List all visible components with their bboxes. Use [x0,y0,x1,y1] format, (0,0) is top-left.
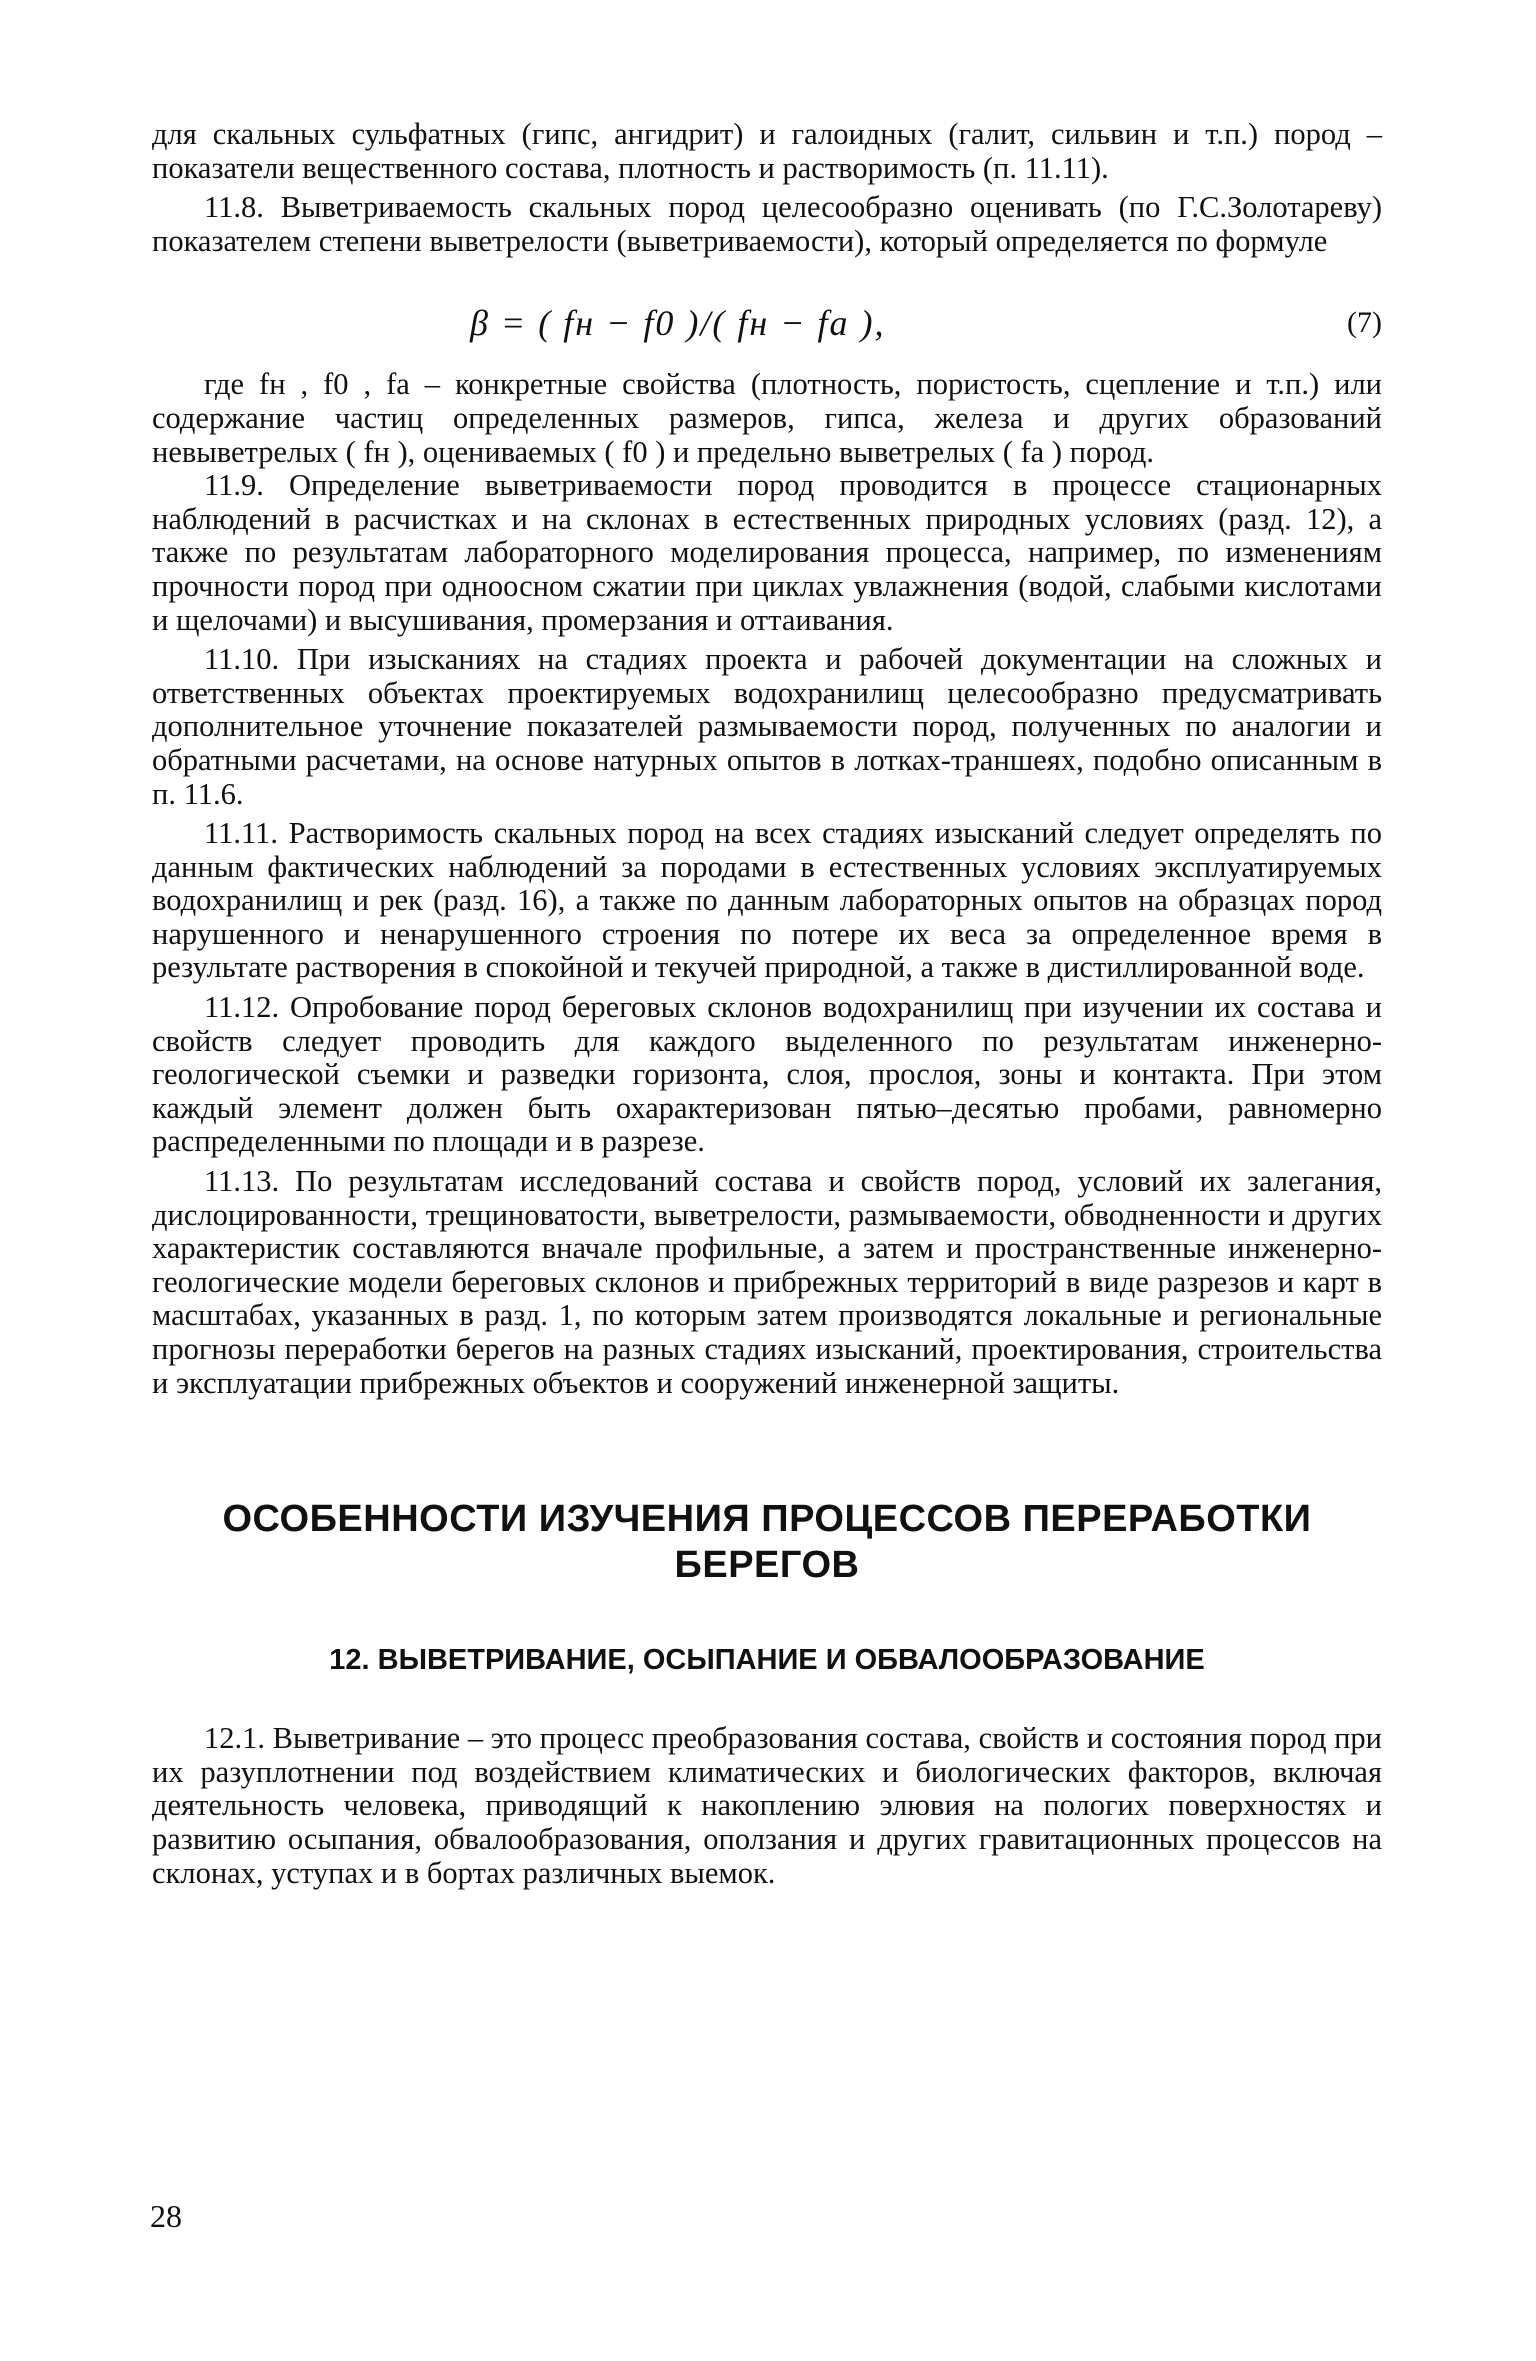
formula-explanation: где fн , f0 , fa – конкретные свойства (плотность, пористость, сцепление и т.п.) или содержание частиц определенных размеров, гипса, железа и других образований невыветрелых ( fн ), оцениваемых ( f0 ) и предельно выветрелых ( fa ) пород. [152,367,1382,469]
formula-expression: β = ( fн − f0 )/( fн − fa ), [470,303,886,344]
section-title: ОСОБЕННОСТИ ИЗУЧЕНИЯ ПРОЦЕССОВ ПЕРЕРАБОТКИ БЕРЕГОВ [222,1498,1312,1587]
page-content [152,118,1382,1890]
paragraph-11-11: 11.11. Растворимость скальных пород на всех стадиях изысканий следует определять по данным фактических наблюдений за породами в естественных условиях эксплуатируемых водохранилищ и рек (разд. 16), а также по данным лабораторных опытов на образцах пород нарушенного и ненарушенного строения по потере их веса за определенное время в результате растворения в спокойной и текучей природной, а также в дистиллированной воде. [152,816,1382,985]
paragraph-continuation: для скальных сульфатных (гипс, ангидрит) и галоидных (галит, сильвин и т.п.) пород – показатели вещественного состава, плотность и растворимость (п. 11.11). [152,117,1382,185]
paragraph-11-8: 11.8. Выветриваемость скальных пород целесообразно оценивать (по Г.С.Золотареву) показателем степени выветрелости (выветриваемости), который определяется по формуле [152,190,1382,258]
paragraph-11-9: 11.9. Определение выветриваемости пород проводится в процессе стационарных наблюдений в расчистках и на склонах в естественных природных условиях (разд. 12), а также по результатам лабораторного моделирования процесса, например, по изменениям прочности пород при одноосном сжатии при циклах увлажнения (водой, слабыми кислотами и щелочами) и высушивания, промерзания и оттаивания. [152,468,1382,637]
paragraph-11-10: 11.10. При изысканиях на стадиях проекта и рабочей документации на сложных и ответственных объектах проектируемых водохранилищ целесообразно предусматривать дополнительное уточнение показателей размываемости пород, полученных по аналогии и обратными расчетами, на основе натурных опытов в лотках-траншеях, подобно описанным в п. 11.6. [152,642,1382,811]
paragraph-11-12: 11.12. Опробование пород береговых склонов водохранилищ при изучении их состава и свойств следует проводить для каждого выделенного по результатам инженерно-геологической съемки и разведки горизонта, слоя, прослоя, зоны и контакта. При этом каждый элемент должен быть охарактеризован пятью–десятью пробами, равномерно распределенными по площади и в разрезе. [152,990,1382,1159]
formula-7 [152,284,1382,362]
paragraph-12-1: 12.1. Выветривание – это процесс преобразования состава, свойств и состояния пород при их разуплотнении под воздействием климатических и биологических факторов, включая деятельность человека, приводящий к накоплению элювия на пологих поверхностях и развитию осыпания, обвалообразования, оползания и других гравитационных процессов на склонах, уступах и в бортах различных выемок. [152,1721,1382,1890]
subsection-title: 12. ВЫВЕТРИВАНИЕ, ОСЫПАНИЕ И ОБВАЛООБРАЗОВАНИЕ [329,1644,1205,1677]
paragraph-11-13: 11.13. По результатам исследований состава и свойств пород, условий их залегания, дислоцированности, трещиноватости, выветрелости, размываемости, обводненности и других характеристик составляются вначале профильные, а затем и пространственные инженерно-геологические модели береговых склонов и прибрежных территорий в виде разрезов и карт в масштабах, указанных в разд. 1, по которым затем производятся локальные и региональные прогнозы переработки берегов на разных стадиях изысканий, проектирования, строительства и эксплуатации прибрежных объектов и сооружений инженерной защиты. [152,1164,1382,1400]
formula-number: (7) [1347,306,1382,340]
page-number: 28 [150,2198,182,2234]
